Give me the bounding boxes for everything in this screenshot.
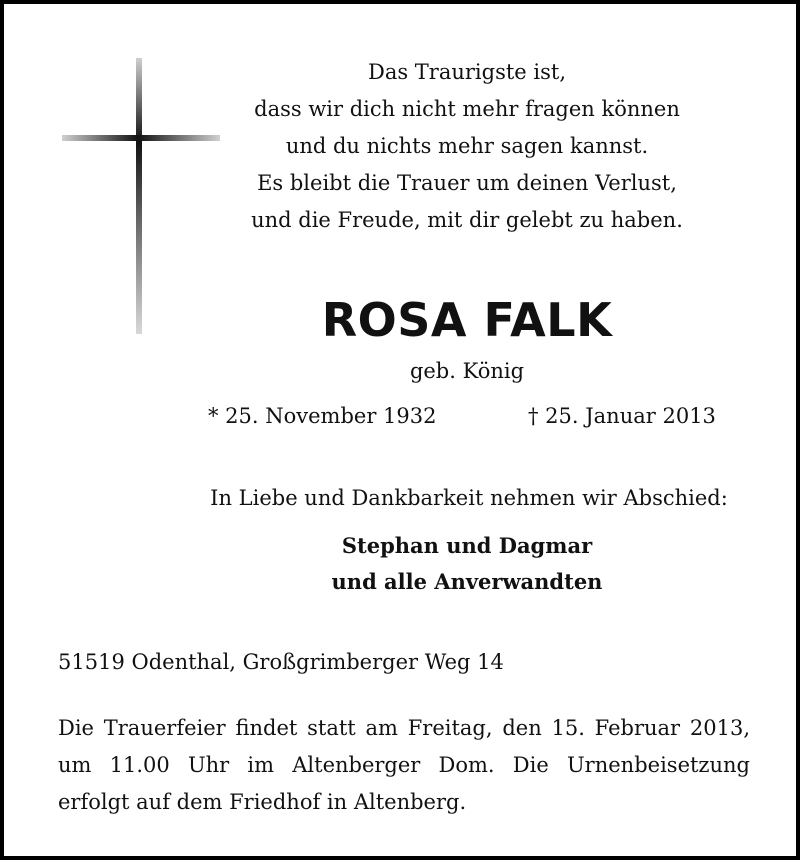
birth-date: * 25. November 1932 <box>208 404 437 428</box>
death-date: † 25. Januar 2013 <box>528 404 716 428</box>
mourners <box>234 528 700 600</box>
ceremony-line: Die Trauerfeier findet statt am Freitag, den 15. Februar 2013, <box>58 716 750 740</box>
address: 51519 Odenthal, Großgrimberger Weg 14 <box>58 650 504 674</box>
mourner-line: und alle Anverwandten <box>331 569 603 594</box>
poem-line: dass wir dich nicht mehr fragen können <box>254 97 680 121</box>
ceremony-info <box>58 710 750 821</box>
farewell-text: In Liebe und Dankbarkeit nehmen wir Abschied: <box>210 486 728 510</box>
maiden-name: geb. König <box>409 359 525 383</box>
poem-line: Es bleibt die Trauer um deinen Verlust, <box>257 171 677 195</box>
ceremony-line: erfolgt auf dem Friedhof in Altenberg. <box>58 790 467 814</box>
memorial-poem <box>234 54 700 239</box>
poem-line: Das Traurigste ist, <box>367 60 567 84</box>
poem-line: und die Freude, mit dir gelebt zu haben. <box>251 208 683 232</box>
cross-icon <box>62 58 220 334</box>
mourner-line: Stephan und Dagmar <box>341 533 593 558</box>
poem-line: und du nichts mehr sagen kannst. <box>285 134 649 158</box>
ceremony-line: um 11.00 Uhr im Altenberger Dom. Die Urnenbeisetzung <box>58 753 750 777</box>
deceased-name: ROSA FALK <box>321 293 613 347</box>
